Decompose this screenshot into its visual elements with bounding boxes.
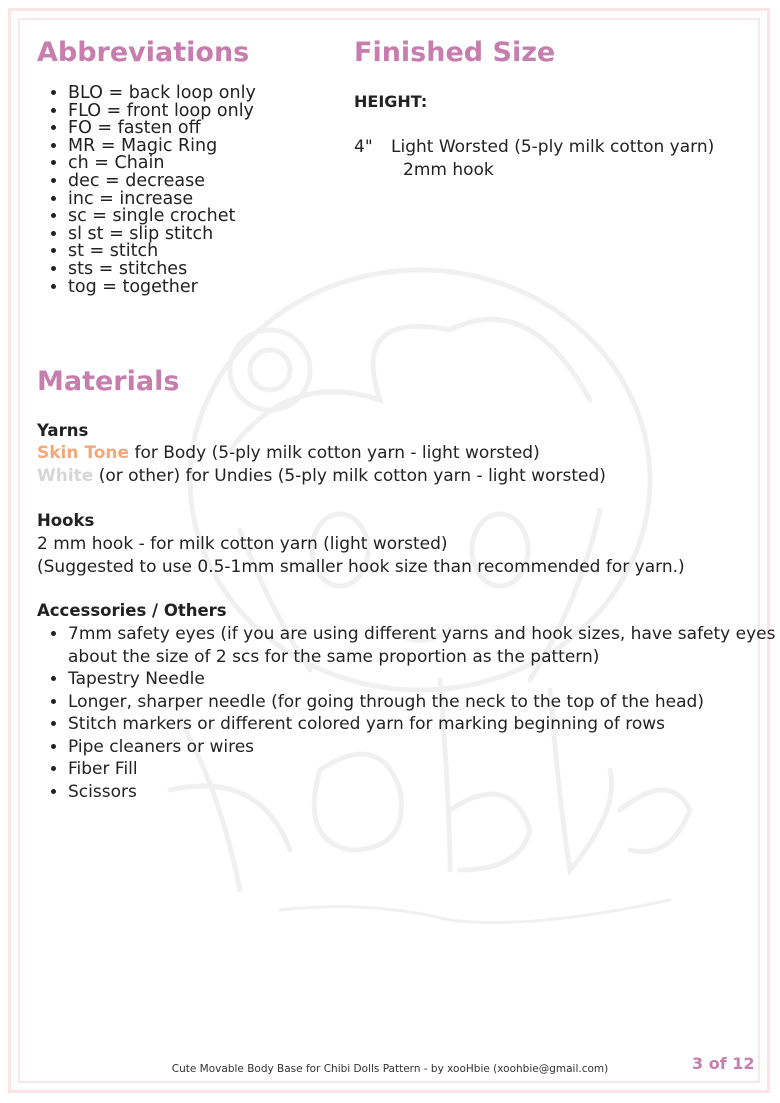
height-value: 4" [354, 137, 373, 157]
yarn-skin-text: for Body (5-ply milk cotton yarn - light worsted) [129, 443, 540, 463]
list-item: • BLO = back loop only [68, 85, 256, 103]
list-item: • sc = single crochet [68, 208, 256, 226]
list-item: • Scissors [68, 781, 780, 804]
footer-text: Cute Movable Body Base for Chibi Dolls Pattern - by xooHbie (xoohbie@gmail.com) [171, 1063, 609, 1075]
accessories-heading: Accessories / Others [37, 601, 227, 620]
yarn-white-line [37, 465, 606, 488]
page-number: 3 of 12 [692, 1054, 755, 1073]
size-hook-text: 2mm hook [403, 160, 494, 180]
list-item: • dec = decrease [68, 173, 256, 191]
list-item: • FLO = front loop only [68, 103, 256, 121]
abbreviations-title: Abbreviations [37, 37, 250, 68]
list-item: • Stitch markers or different colored yarn for marking beginning of rows [68, 713, 780, 736]
skin-tone-label: Skin Tone [37, 443, 130, 463]
list-item: • Fiber Fill [68, 758, 780, 781]
accessories-list [38, 623, 780, 803]
hooks-heading: Hooks [37, 511, 95, 530]
list-item: • tog = together [68, 279, 256, 297]
list-item: • MR = Magic Ring [68, 138, 256, 156]
white-label: White [37, 466, 94, 486]
materials-title: Materials [37, 366, 180, 397]
list-item: • 7mm safety eyes (if you are using different yarns and hook sizes, have safety eyes about the size of 2 scs for the same proportion as the pattern) [68, 623, 780, 668]
yarn-skin-line [37, 442, 540, 465]
finished-size-title: Finished Size [354, 37, 556, 68]
size-yarn-text: Light Worsted (5-ply milk cotton yarn) [391, 137, 715, 157]
list-item: • st = stitch [68, 243, 256, 261]
yarns-heading: Yarns [37, 421, 89, 440]
hooks-line-1: 2 mm hook - for milk cotton yarn (light worsted) [37, 534, 448, 554]
list-item: • Tapestry Needle [68, 668, 780, 691]
list-item: • FO = fasten off [68, 120, 256, 138]
list-item: • Pipe cleaners or wires [68, 736, 780, 759]
list-item: • sts = stitches [68, 261, 256, 279]
hooks-line-2: (Suggested to use 0.5-1mm smaller hook size than recommended for yarn.) [37, 557, 685, 577]
list-item: • Longer, sharper needle (for going through the neck to the top of the head) [68, 691, 780, 714]
xoohbie-watermark-logo [150, 250, 710, 970]
list-item: • ch = Chain [68, 155, 256, 173]
abbreviations-list [38, 85, 256, 296]
list-item: • sl st = slip stitch [68, 226, 256, 244]
yarn-white-text: (or other) for Undies (5-ply milk cotton yarn - light worsted) [93, 466, 606, 486]
height-label: HEIGHT: [354, 92, 428, 111]
list-item: • inc = increase [68, 191, 256, 209]
